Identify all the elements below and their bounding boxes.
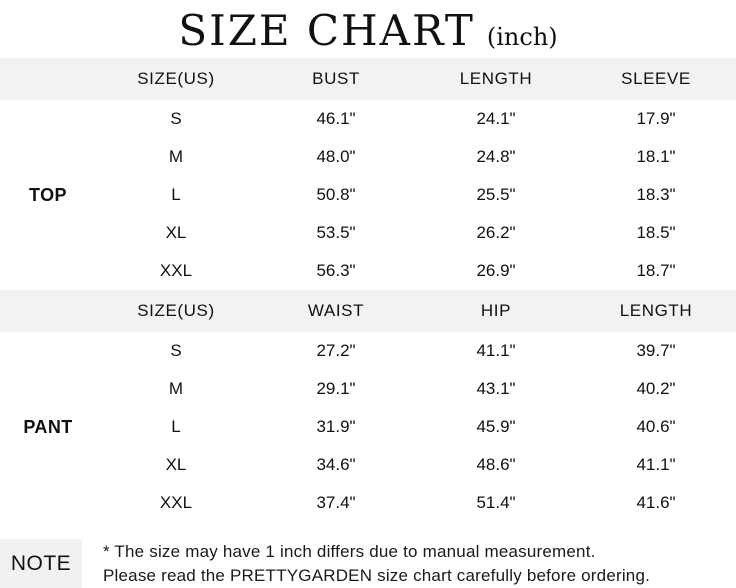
pant-header-waist: WAIST (256, 290, 416, 332)
bust-cell: 53.5" (256, 214, 416, 252)
bust-cell: 46.1" (256, 100, 416, 138)
waist-cell: 37.4" (256, 484, 416, 522)
pant-header-spacer (0, 290, 96, 332)
note-text (103, 539, 650, 588)
title-text: SIZE CHART (178, 6, 475, 55)
size-cell: XL (96, 446, 256, 484)
hip-cell: 51.4" (416, 484, 576, 522)
sleeve-cell: 17.9" (576, 100, 736, 138)
table-row (0, 214, 736, 252)
hip-cell: 43.1" (416, 370, 576, 408)
sleeve-cell: 18.7" (576, 252, 736, 290)
table-row (0, 484, 736, 522)
pant-header-size: SIZE(US) (96, 290, 256, 332)
length-cell: 24.8" (416, 138, 576, 176)
length-cell: 41.1" (576, 446, 736, 484)
waist-cell: 31.9" (256, 408, 416, 446)
length-cell: 24.1" (416, 100, 576, 138)
waist-cell: 27.2" (256, 332, 416, 370)
top-header-size: SIZE(US) (96, 58, 256, 100)
size-cell: XXL (96, 252, 256, 290)
table-row (0, 176, 736, 214)
table-row (0, 252, 736, 290)
note-badge: NOTE (0, 539, 82, 588)
length-cell: 39.7" (576, 332, 736, 370)
size-cell: L (96, 408, 256, 446)
top-header-length: LENGTH (416, 58, 576, 100)
top-header-row (0, 58, 736, 100)
table-row (0, 446, 736, 484)
table-row (0, 408, 736, 446)
length-cell: 40.2" (576, 370, 736, 408)
note-line-2: Please read the PRETTYGARDEN size chart carefully before ordering. (103, 565, 651, 585)
pant-header-hip: HIP (416, 290, 576, 332)
note-line-1: * The size may have 1 inch differs due to manual measurement. (103, 541, 596, 561)
bust-cell: 56.3" (256, 252, 416, 290)
length-cell: 26.2" (416, 214, 576, 252)
length-cell: 25.5" (416, 176, 576, 214)
pant-header-length: LENGTH (576, 290, 736, 332)
size-chart-table (0, 58, 736, 522)
length-cell: 41.6" (576, 484, 736, 522)
size-cell: M (96, 370, 256, 408)
sleeve-cell: 18.5" (576, 214, 736, 252)
length-cell: 40.6" (576, 408, 736, 446)
table-row (0, 100, 736, 138)
size-cell: S (96, 100, 256, 138)
table-row (0, 370, 736, 408)
table-row (0, 138, 736, 176)
waist-cell: 34.6" (256, 446, 416, 484)
size-cell: M (96, 138, 256, 176)
note-section (0, 539, 736, 588)
size-cell: S (96, 332, 256, 370)
title-unit-text: (inch) (486, 23, 558, 51)
size-cell: XL (96, 214, 256, 252)
top-header-sleeve: SLEEVE (576, 58, 736, 100)
table-row (0, 332, 736, 370)
hip-cell: 48.6" (416, 446, 576, 484)
size-cell: L (96, 176, 256, 214)
top-header-bust: BUST (256, 58, 416, 100)
size-cell: XXL (96, 484, 256, 522)
hip-cell: 45.9" (416, 408, 576, 446)
length-cell: 26.9" (416, 252, 576, 290)
sleeve-cell: 18.1" (576, 138, 736, 176)
waist-cell: 29.1" (256, 370, 416, 408)
section-label-pant: PANT (0, 332, 96, 522)
top-header-spacer (0, 58, 96, 100)
section-label-top: TOP (0, 100, 96, 290)
bust-cell: 50.8" (256, 176, 416, 214)
page-title (0, 0, 736, 58)
pant-header-row (0, 290, 736, 332)
bust-cell: 48.0" (256, 138, 416, 176)
hip-cell: 41.1" (416, 332, 576, 370)
sleeve-cell: 18.3" (576, 176, 736, 214)
